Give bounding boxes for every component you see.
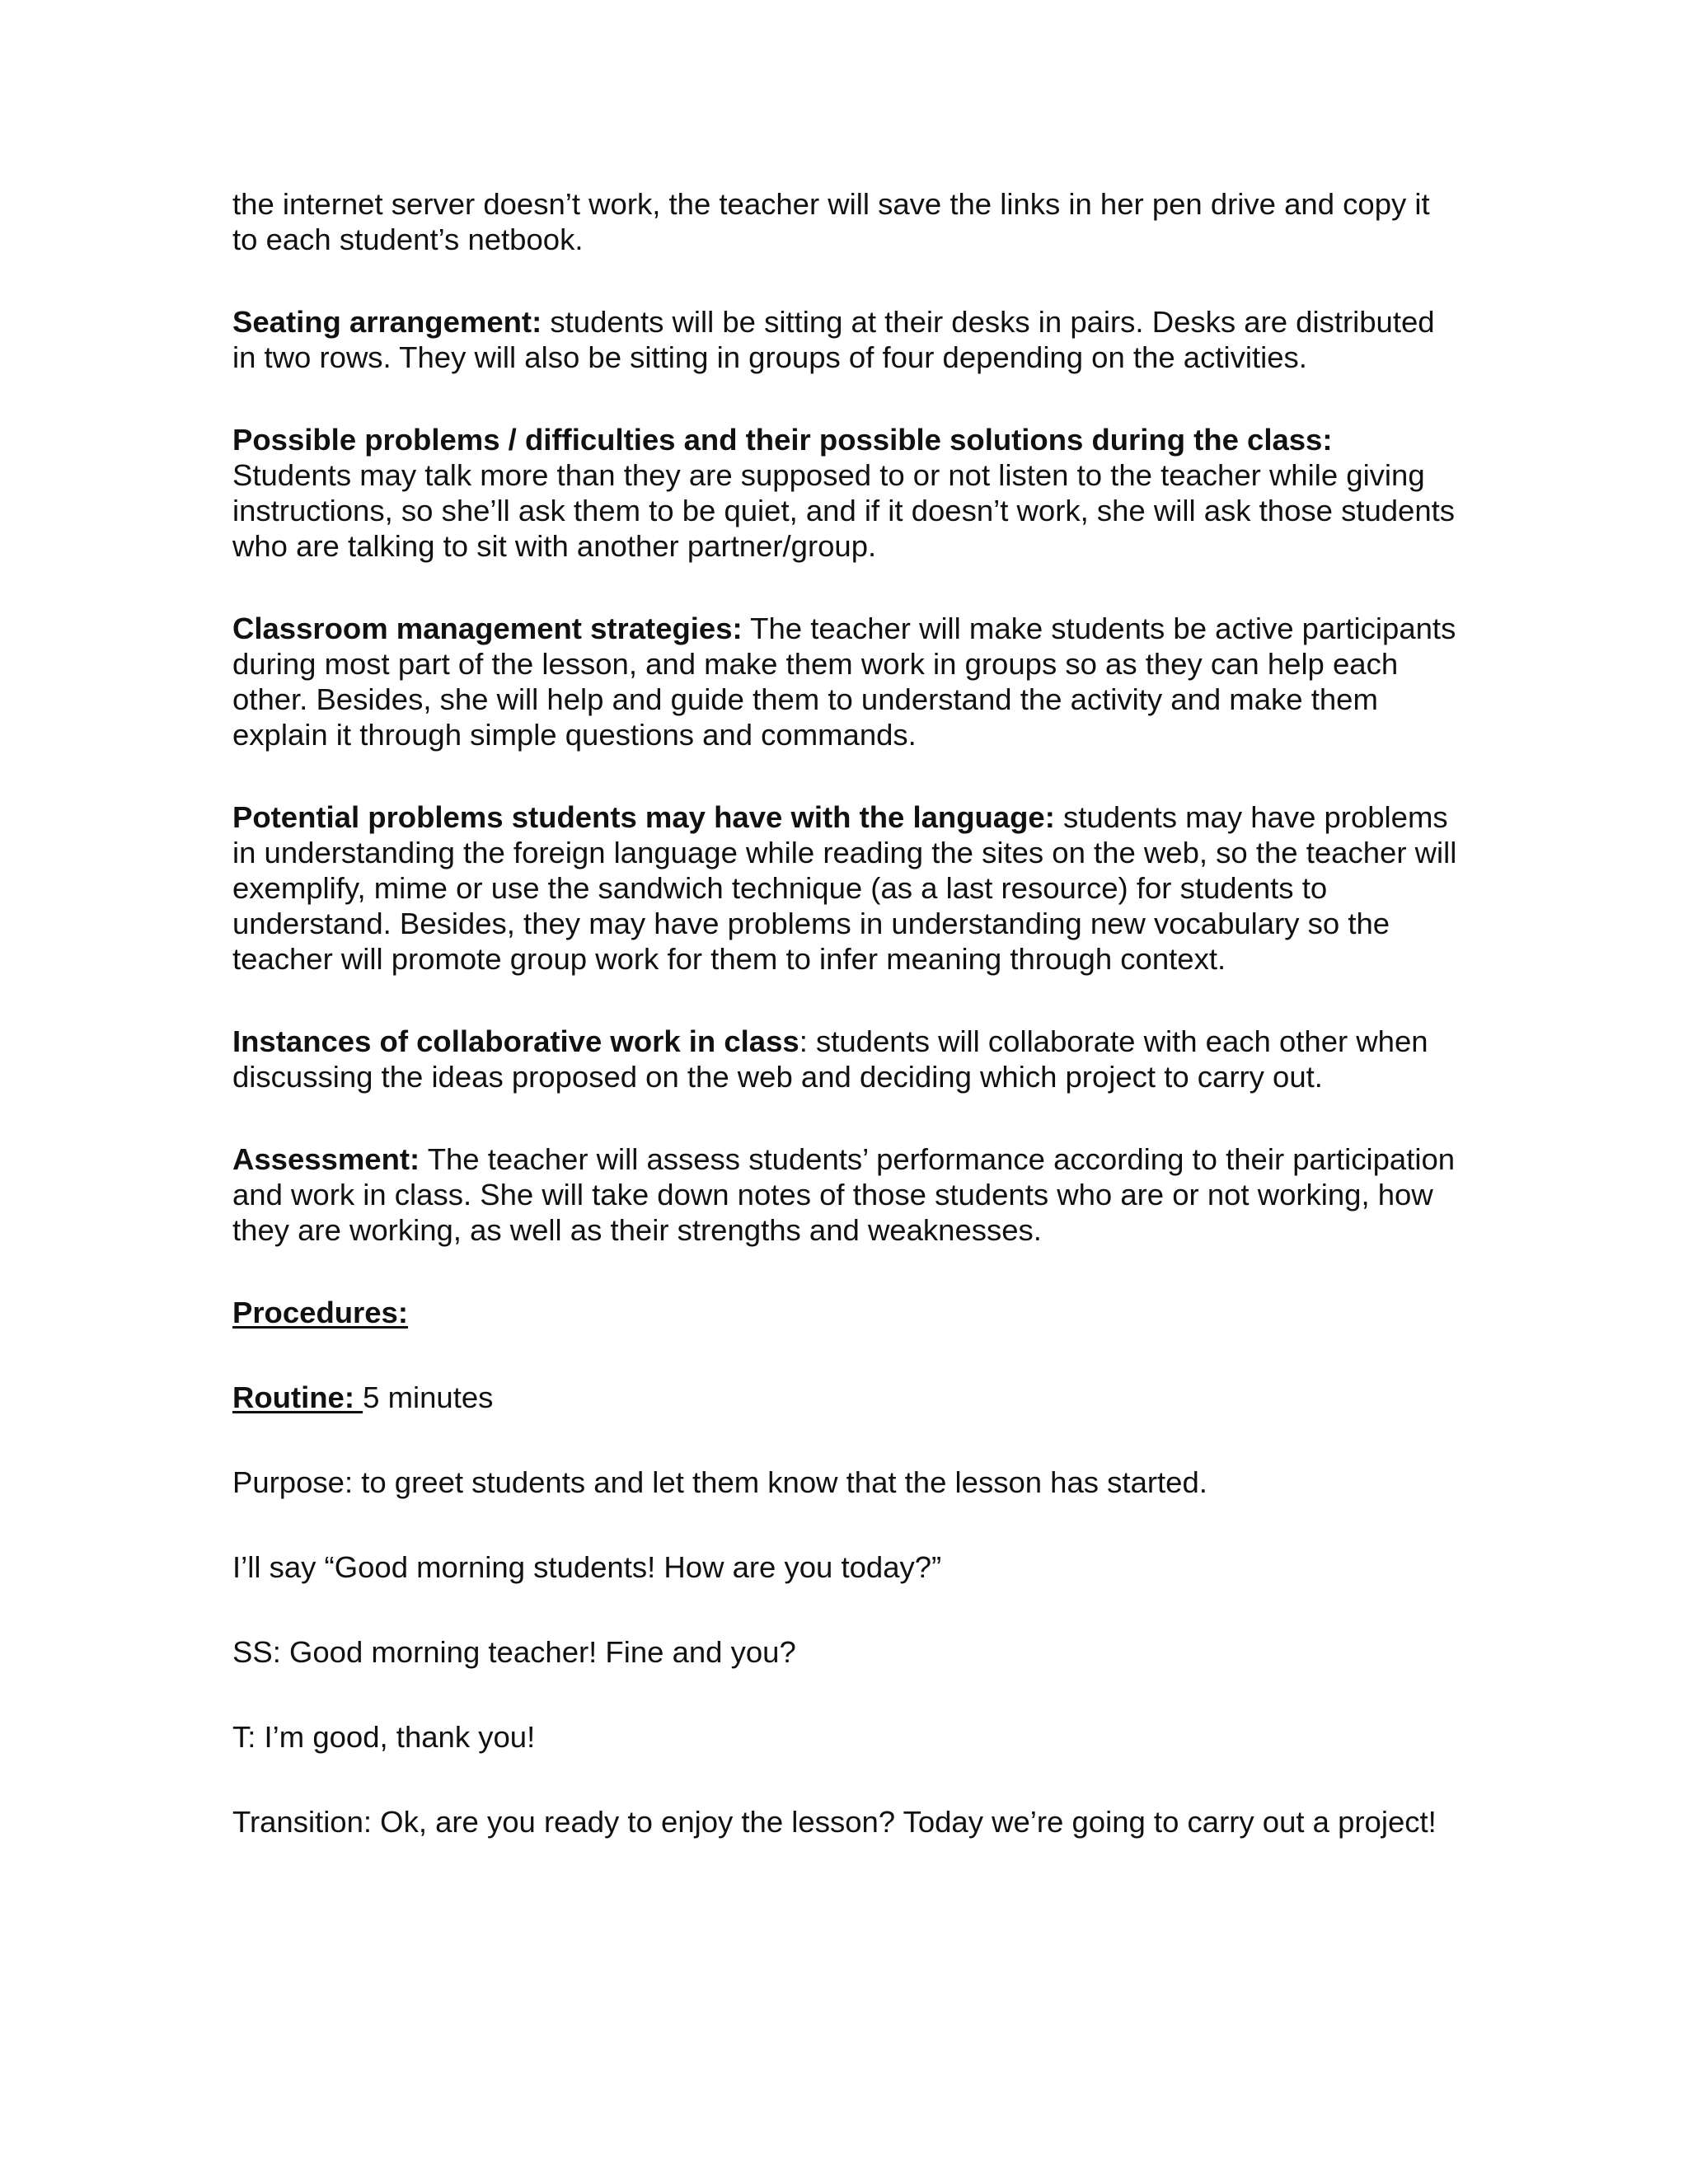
students-reply-line: SS: Good morning teacher! Fine and you? xyxy=(232,1635,796,1669)
routine-time: 5 minutes xyxy=(363,1380,494,1414)
seating-arrangement-text: students will be sitting at their desks in pairs. Desks are distributed in two rows. They will also be sitting in groups of four depending on the activities. xyxy=(232,305,1435,374)
classroom-management-label: Classroom management strategies: xyxy=(232,612,743,645)
procedures-heading-paragraph xyxy=(232,1295,1461,1330)
language-problems-text: students may have problems in understanding the foreign language while reading the sites on the web, so the teacher will exemplify, mime or use the sandwich technique (as a last resource) for students to understand. Besides, they may have problems in understanding new vocabulary so the teacher will promote group work for them to infer meaning through context. xyxy=(232,800,1457,976)
intro-paragraph: the internet server doesn’t work, the teacher will save the links in her pen drive and copy it to each student’s netbook. xyxy=(232,187,1430,256)
teacher-reply-line: T: I’m good, thank you! xyxy=(232,1720,536,1754)
assessment-label: Assessment: xyxy=(232,1142,420,1176)
routine-label: Routine: xyxy=(232,1380,363,1414)
routine-paragraph xyxy=(232,1380,1461,1415)
transition-line: Transition: Ok, are you ready to enjoy the lesson? Today we’re going to carry out a project! xyxy=(232,1805,1437,1839)
seating-arrangement-paragraph xyxy=(232,304,1461,375)
possible-problems-text: Students may talk more than they are supposed to or not listen to the teacher while giving instructions, so she’ll ask them to be quiet, and if it doesn’t work, she will ask those students who are talking to sit with another partner/group. xyxy=(232,458,1456,563)
classroom-management-paragraph xyxy=(232,611,1461,752)
language-problems-paragraph xyxy=(232,799,1461,977)
document-page xyxy=(232,186,1461,1889)
possible-problems-label: Possible problems / difficulties and their possible solutions during the class: xyxy=(232,423,1333,457)
purpose-line: Purpose: to greet students and let them know that the lesson has started. xyxy=(232,1465,1207,1499)
language-problems-label: Potential problems students may have with the language: xyxy=(232,800,1055,834)
possible-problems-paragraph xyxy=(232,422,1461,564)
collaborative-work-paragraph xyxy=(232,1024,1461,1094)
classroom-management-text: The teacher will make students be active participants during most part of the lesson, and make them work in groups so as they can help each other. Besides, she will help and guide them to understand the activity and make them explain it through simple questions and commands. xyxy=(232,612,1456,752)
assessment-text: The teacher will assess students’ performance according to their participation and work in class. She will take down notes of those students who are or not working, how they are working, as well as their strengths and weaknesses. xyxy=(232,1142,1456,1247)
collaborative-work-label: Instances of collaborative work in class xyxy=(232,1024,799,1058)
procedures-heading: Procedures: xyxy=(232,1296,408,1329)
seating-arrangement-label: Seating arrangement: xyxy=(232,305,542,339)
teacher-greeting-line: I’ll say “Good morning students! How are you today?” xyxy=(232,1550,942,1584)
assessment-paragraph xyxy=(232,1141,1461,1248)
collaborative-work-text: : students will collaborate with each other when discussing the ideas proposed on the web and deciding which project to carry out. xyxy=(232,1024,1428,1094)
